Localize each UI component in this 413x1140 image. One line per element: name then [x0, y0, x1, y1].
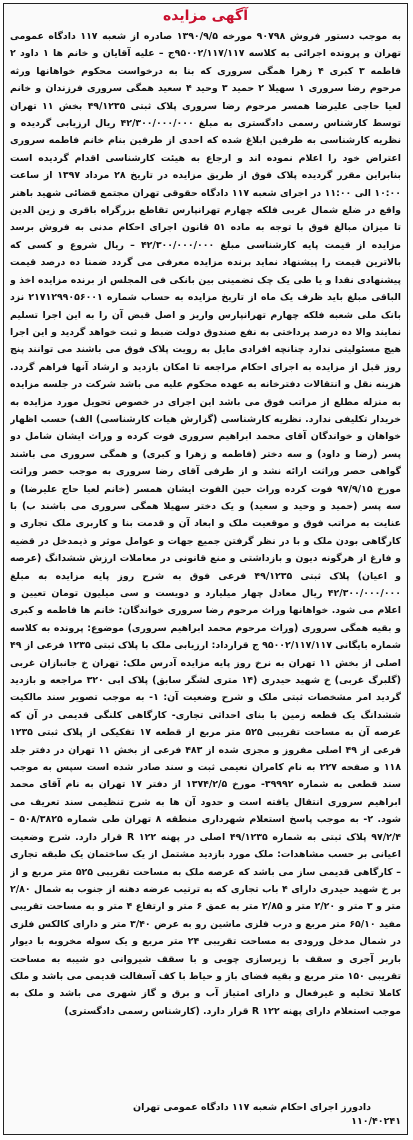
notice-body-text: به موجب دستور فروش ۹۰۷۹۸ مورخه ۱۳۹۰/۹/۵ صادره از شعبه ۱۱۷ دادگاه عمومی تهران و پرونده اجرائی به کلاسه ۹۵۰۰۲/۱۱۷/۱۱۷ج – علیه آقایان و خانم ها ۱ داود ۲ فاطمه ۳ کبری ۴ زهرا همگی سروری که بنا به درخواست محکوم خواهانها ورثه مرحوم رضا سروری ۱ سهیلا ۲ حمید ۳ وحید ۴ سعید همگی سروری فرزندان و خانم لعیا حاجی علیرضا همسر مرحوم رضا سروری پلاک ثبتی ۴۹/۱۲۳۵ بخش ۱۱ تهران توسط کارشناس رسمی دادگستری به مبلغ ۴۲/۳۰۰/۰۰۰/۰۰۰ ریال ارزیابی گردیده و نظریه کارشناسی به طرفین ابلاغ شده که احدی از طرفین بنام خانم فاطمه سروری اعتراض خود را اعلام نموده اند و ارجاع به هیئت کارشناسی اقدام گردیده است بنابراین مقرر گردیده پلاک فوق از طریق مزایده در تاریخ ۲۸ مرداد ۱۳۹۷ از ساعت ۱۰:۰۰ الی ۱۱:۰۰ در اجرای شعبه ۱۱۷ دادگاه حقوقی تهران مجتمع قضائی شهید باهنر واقع در ضلع شمال غربی فلکه چهارم تهرانپارس تقاطع بزرگراه باقری و زین الدین تا میزان مبالغ فوق با توجه به ماده ۵۱ قانون اجرای احکام مدنی به فروش برسد مزایده از قیمت پایه کارشناسی مبلغ ۴۲/۳۰۰/۰۰۰/۰۰۰ – ریال شروع و کسی که بالاترین قیمت را پیشنهاد نماید برنده مزایده معرفی می گردد ضمنا ده درصد قیمت پیشنهادی نقدا و یا طی یک چک تضمینی بین بانکی فی المجلس از برنده مزایده اخذ و الباقی مبلغ باید ظرف یک ماه از تاریخ مزایده به حساب شماره ۲۱۷۱۲۹۹۰۵۶۰۰۱ نزد بانک ملی شعبه فلکه چهارم تهرانپارس واریز و اصل قبض آن را به این اجرا تسلیم نمایند والا ده درصد پرداختی به نفع صندوق دولت ضبط و ثبت خواهد گردید و این اجرا هیچ مسئولیتی ندارد چنانچه افرادی مایل به رویت پلاک فوق می باشند می توانند پنج روز قبل از مزایده به اجرای احکام مراجعه تا امکان بازدید و ارشاد آنها فراهم گردد. هزینه نقل و انتقالات دفترخانه به عهده محکوم علیه می باشد شرکت در جلسه مزایده به منزله مطلع از مراتب فوق می باشد این اجرای در خصوص تحویل مورد مزایده به خریدار تکلیفی ندارد. نظریه کارشناسی (گزارش هیات کارشناسی) الف) حسب اظهار خواهان و خواندگان آقای محمد ابراهیم سروری فوت کرده و وراث ایشان شامل دو پسر (رضا و داود) و سه دختر (فاطمه و زهرا و کبری) و همگی سروری می باشند گواهی حصر وراثت ارائه نشد و از طرفی آقای رضا سروری به موجب حصر وراثت مورخ ۹۷/۹/۱۵ فوت کرده وراث حین الفوت ایشان همسر (خانم لعیا حاج علیرضا) و سه پسر (حمید و وحید و سعید) و یک دختر سهیلا همگی سروری می باشند ب) با عنایت به مراتب فوق و موقعیت ملک و ابعاد آن و قدمت بنا و کاربری ملک تجاری و کارگاهی بودن ملک و با در نظر گرفتن جمیع جهات و عوامل موثر و ذیمدخل در قضیه و فارغ از هرگونه دیون و بازداشتی و منع قانونی در معاملات ارزش ششدانگ (عرصه و اعیان) پلاک ثبتی ۴۹/۱۲۳۵ فرعی فوق به شرح روز پایه مزایده به مبلغ ۴۲/۳۰۰/۰۰۰/۰۰۰ ریال معادل چهار میلیارد و دویست و سی میلیون تومان تعیین و اعلام می شود. خواهانها وراث مرحوم رضا سروری خواندگان: خانم ها فاطمه و کبری و بقیه همگی سروری (وراث مرحوم محمد ابراهیم سروری) موضوع: پرونده به کلاسه شماره بایگانی ۹۵۰۰۲/۱۱۷/۱۱۷ ج قرارداد: ارزیابی ملک با پلاک ثبتی ۱۲۳۵ فرعی از ۴۹ اصلی از بخش ۱۱ تهران به نرخ روز پایه مزایده آدرس ملک: تهران خ جانبازان غربی (گلبرگ غربی) خ شهید حیدری (۱۴ متری لشگر سابق) پلاک ابی ۳۲۰ مراجعه و بازدید گردید امر مشخصات ثبتی ملک و شرح وضعیت آن: ۱- به موجب تصویر سند مالکیت ششدانگ یک قطعه زمین با بنای احداثی تجاری- کارگاهی کلنگی قدیمی در آن که عرصه آن به مساحت تقریبی ۵۲۵ متر مربع از قطعه ۱۷ تفکیکی از پلاک ثبتی ۱۲۳۵ فرعی از ۴۹ اصلی مفروز و مجزی شده از ۴۸۳ فرعی از بخش ۱۱ تهران در دفتر جلد ۱۱۸ و صفحه ۲۲۷ به نام کامران نعیمی ثبت و سند صادر شده است سپس به موجب سند قطعی به شماره ۳۹۹۹۲- مورخ ۱۳۷۴/۲/۵ از دفتر ۱۷ تهران به نام آقای محمد ابراهیم سروری انتقال یافته است و حدود آن ها به شرح تنظیمی سند تعریف می شود. ۲- به موجب پاسخ استعلام شهرداری منطقه ۸ تهران طی شماره ۵۰۸/۳۸۲۵ – ۹۷/۲/۴ پلاک ثبتی به شماره ۴۹/۱۲۳۵ اصلی در پهنه ۱۲۲ R قرار دارد. شرح وضعیت اعیانی بر حسب مشاهدات: ملک مورد بازدید مشتمل از یک ساختمان یک طبقه تجاری – کارگاهی قدیمی ساز می باشد که عرصه ملک به مساحت تقریبی ۵۲۵ متر مربع و از بر خ شهید حیدری دارای ۴ باب تجاری که به ترتیب عرضه دهنه از جنوب به شمال ۲/۸۰ متر و ۳ متر و ۲/۲۰ متر و ۲/۸۵ متر به عمق ۶ متر و ارتفاع ۴ متر و به مساحت تقریبی مفید ۶۵/۱۰ متر مربع و درب فلزی ماشین رو به عرض ۳/۴۰ متر و دارای کالکس فلزی در شمال مدخل ورودی به مساحت تقریبی ۲۴ متر مربع و یک سوله مخروبه با دیوار باربر آجری و سقف با زیرسازی چوبی و با سقف شیروانی دو شیبه به مساحت تقریبی ۱۵۰ متر مربع و بقیه فضای باز و حیاط با کف آسفالت قدیمی می باشد و ملک کاملا تخلیه و غیرفعال و دارای امتیاز آب و برق و گاز شهری می باشد و ملک به موجب استعلام دارای پهنه ۱۲۲ R قرار دارد. (کارشناس رسمی دادگستری): [10, 31, 401, 1017]
notice-footer: [10, 1102, 401, 1130]
notice-body: [10, 28, 401, 1098]
notice-title: آگهی مزایده: [162, 8, 248, 24]
notice-code: ۱۱۰/۴۰۲۴۱: [351, 1116, 401, 1127]
auction-notice: [3, 3, 408, 1135]
notice-signature: دادورز اجرای احکام شعبه ۱۱۷ دادگاه عمومی تهران: [132, 1102, 371, 1113]
